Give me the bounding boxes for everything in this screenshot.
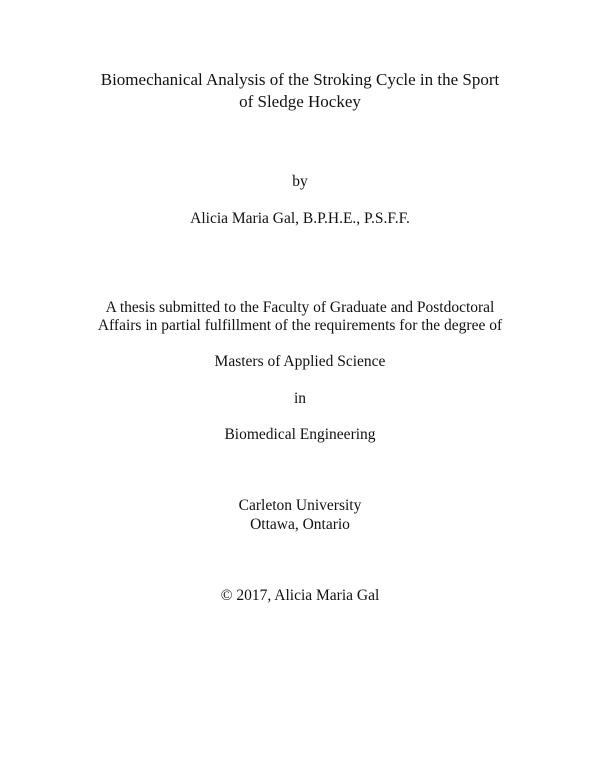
field-of-study: Biomedical Engineering xyxy=(224,426,376,443)
thesis-title-line-1: Biomechanical Analysis of the Stroking Cycle in the Sport xyxy=(100,70,500,89)
in-label: in xyxy=(293,390,307,407)
submission-statement-line-1: A thesis submitted to the Faculty of Graduate and Postdoctoral xyxy=(105,299,495,316)
copyright-notice: © 2017, Alicia Maria Gal xyxy=(220,587,380,604)
submission-statement-line-2: Affairs in partial fulfillment of the requirements for the degree of xyxy=(97,317,503,334)
thesis-title-line-2: of Sledge Hockey xyxy=(239,92,361,111)
by-label: by xyxy=(292,173,308,190)
institution-name: Carleton University xyxy=(238,497,362,514)
institution-location: Ottawa, Ontario xyxy=(250,516,350,533)
degree-name: Masters of Applied Science xyxy=(214,353,386,370)
author-credentials: Alicia Maria Gal, B.P.H.E., P.S.F.F. xyxy=(190,210,410,227)
